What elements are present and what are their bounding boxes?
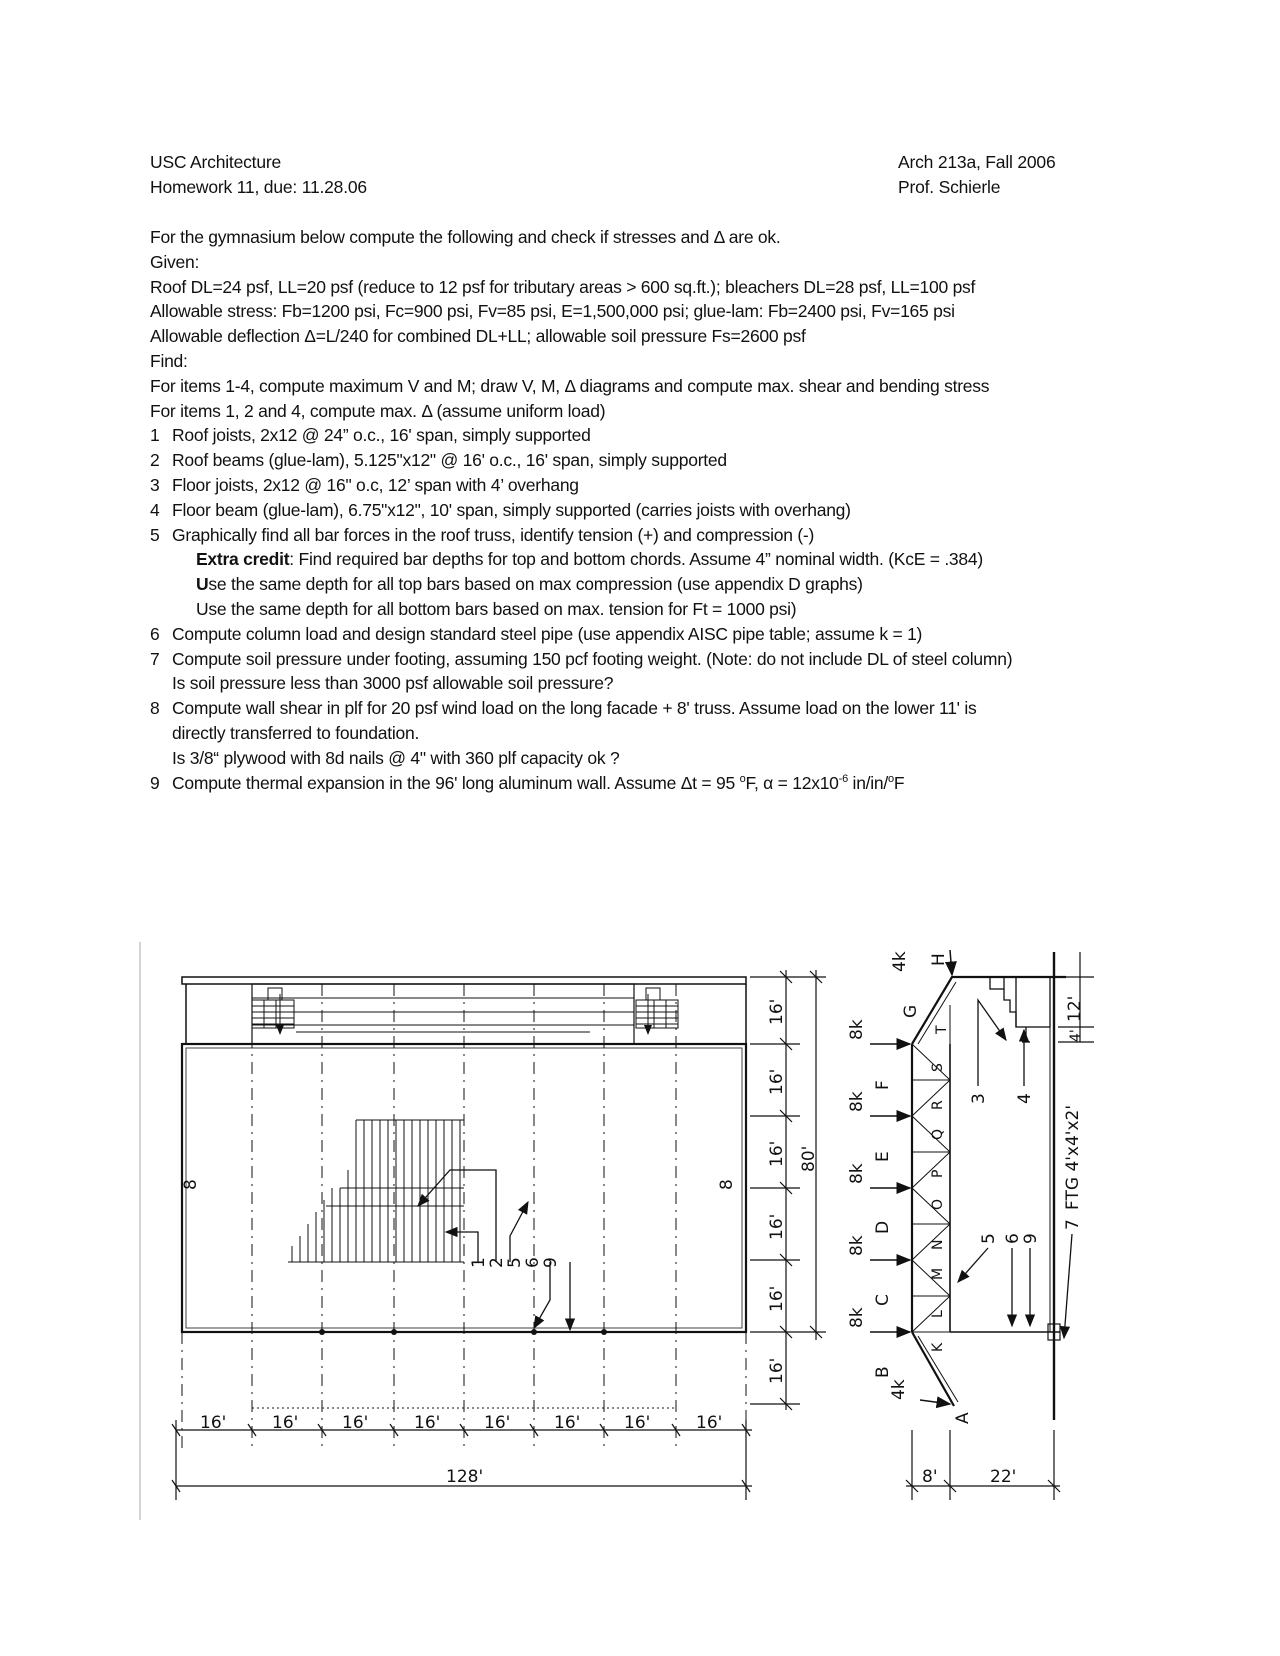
- force-label: A: [953, 1412, 973, 1424]
- item-text: Compute soil pressure under footing, assuming 150 pcf footing weight. (Note: do not include DL of steel column): [172, 648, 1013, 669]
- load-value: 8k: [847, 1163, 867, 1184]
- item-number: 2: [150, 450, 160, 471]
- bleacher-section: [990, 977, 1050, 1042]
- force-label: F: [873, 1080, 893, 1090]
- item-number: 9: [150, 772, 160, 793]
- item-text: Floor beam (glue-lam), 6.75"x12", 10' span, simply supported (carries joists with overhang): [172, 499, 851, 520]
- panel-label: K: [930, 1342, 946, 1352]
- plan-leaders: [418, 1170, 570, 1330]
- load-value: 4k: [890, 951, 910, 972]
- degree-sup: o: [739, 772, 746, 785]
- force-label: D: [873, 1220, 893, 1234]
- item-text: Graphically find all bar forces in the roof truss, identify tension (+) and compression (-): [172, 524, 815, 545]
- item-text: Compute wall shear in plf for 20 psf wind load on the long facade + 8' truss. Assume load on the lower 11' is: [172, 698, 977, 719]
- item-number: 8: [150, 698, 160, 719]
- panel-label: P: [930, 1169, 946, 1178]
- plan-item-number: 1: [469, 1257, 489, 1268]
- panel-label: R: [930, 1100, 946, 1110]
- intro-line: Given:: [150, 251, 200, 272]
- extra-credit-text: : Find required bar depths for top and bottom chords. Assume 4” nominal width. (KcE = .384): [289, 549, 983, 570]
- item-continuation: Is 3/8“ plywood with 8d nails @ 4" with 360 plf capacity ok ?: [172, 747, 620, 768]
- section-dim-small: 4': [1068, 1029, 1084, 1042]
- bay-dim: 16': [696, 1413, 723, 1433]
- section-view: [870, 950, 1094, 1500]
- truss-webs: [912, 1005, 960, 1332]
- bay-dim: 16': [624, 1413, 651, 1433]
- section-item-number: 5: [979, 1233, 999, 1244]
- plan-labels: [181, 999, 819, 1487]
- plan-dimensions: [172, 1420, 752, 1500]
- extra-credit-line3: Use the same depth for all bottom bars based on max. tension for Ft = 1000 psi): [196, 598, 797, 619]
- section-item-number: 6: [1003, 1233, 1023, 1244]
- intro-line: Roof DL=24 psf, LL=20 psf (reduce to 12 psf for tributary areas > 600 sq.ft.); bleachers DL=28 psf, LL=100 psf: [150, 276, 976, 297]
- intro-line: For the gymnasium below compute the following and check if stresses and Δ are ok.: [150, 227, 781, 247]
- end-mark-right: 8: [717, 1179, 737, 1190]
- section-item-number: 9: [1021, 1233, 1041, 1244]
- plan-item-number: 9: [541, 1257, 561, 1268]
- item-continuation: Is soil pressure less than 3000 psf allowable soil pressure?: [172, 673, 614, 694]
- section-item-number: 3: [969, 1093, 989, 1104]
- course-code: Arch 213a, Fall 2006: [898, 152, 1056, 172]
- item-text: Compute column load and design standard steel pipe (use appendix AISC pipe table; assume k = 1): [172, 623, 923, 644]
- load-value: 8k: [847, 1307, 867, 1328]
- depth-dim: 16': [767, 1357, 787, 1384]
- grid-lines: [182, 984, 746, 1450]
- panel-label: N: [930, 1239, 946, 1250]
- section-item-number: 4: [1015, 1093, 1035, 1104]
- force-label: G: [901, 1004, 921, 1018]
- panel-label: O: [930, 1198, 946, 1210]
- end-mark-left: 8: [181, 1179, 201, 1190]
- item-text: Floor joists, 2x12 @ 16" o.c, 12’ span with 4’ overhang: [172, 474, 579, 495]
- item9-pre: Compute thermal expansion in the 96' long aluminum wall. Assume Δt = 95: [172, 772, 740, 793]
- force-label: B: [873, 1366, 893, 1378]
- force-label: E: [873, 1151, 893, 1162]
- depth-dim: 16': [767, 1068, 787, 1095]
- bay-dim: 16': [484, 1413, 511, 1433]
- load-value: 8k: [847, 1235, 867, 1256]
- extra-credit-initial: U: [196, 574, 209, 595]
- total-depth-dim: 80': [799, 1145, 819, 1172]
- item-text: Roof joists, 2x12 @ 24” o.c., 16' span, simply supported: [172, 425, 591, 446]
- intro-line: For items 1, 2 and 4, compute max. Δ (assume uniform load): [150, 400, 606, 421]
- footing-label: FTG 4'x4'x2': [1063, 1104, 1083, 1210]
- course-school: USC Architecture: [150, 152, 282, 172]
- item-number: 6: [150, 623, 160, 644]
- exponent-sup: -6: [838, 772, 848, 785]
- plan-item-number: 5: [505, 1257, 525, 1268]
- item-number: 4: [150, 499, 160, 520]
- section-dim-right: 22': [990, 1467, 1017, 1487]
- intro-line: Allowable deflection Δ=L/240 for combined DL+LL; allowable soil pressure Fs=2600 psf: [150, 326, 806, 347]
- bay-dim: 16': [272, 1413, 299, 1433]
- total-length-dim: 128': [446, 1467, 484, 1487]
- roof-joists-hatch: [288, 1120, 464, 1262]
- bay-dim: 16': [342, 1413, 369, 1433]
- depth-dim: 16': [767, 998, 787, 1025]
- panel-label: Q: [930, 1128, 946, 1140]
- item9-end: F: [893, 772, 905, 793]
- homework-title: Homework 11, due: 11.28.06: [150, 177, 367, 197]
- item-number: 3: [150, 474, 160, 495]
- panel-label: T: [934, 1025, 950, 1034]
- load-value: 8k: [847, 1091, 867, 1112]
- load-value: 8k: [847, 1019, 867, 1040]
- item9-post: in/in/: [847, 772, 889, 793]
- bay-dim: 16': [414, 1413, 441, 1433]
- section-labels: [847, 951, 1085, 1487]
- item9-mid: F, α = 12x10: [745, 772, 839, 793]
- intro-line: Find:: [150, 350, 188, 371]
- item-continuation: directly transferred to foundation.: [172, 722, 420, 743]
- roof-edge: [182, 977, 746, 984]
- plan-vertical-dimensions: [750, 970, 826, 1410]
- intro-line: Allowable stress: Fb=1200 psi, Fc=900 psi, Fv=85 psi, E=1,500,000 psi; glue-lam: Fb=2400 psi, Fv=165 psi: [150, 301, 955, 322]
- depth-dim: 16': [767, 1213, 787, 1240]
- extra-credit-line2: se the same depth for all top bars based on max compression (use appendix D graphs): [208, 574, 863, 595]
- depth-dim: 16': [767, 1285, 787, 1312]
- plan-item-number: 6: [523, 1257, 543, 1268]
- force-label: H: [929, 953, 949, 966]
- section-item-number: 7: [1063, 1219, 1083, 1230]
- item-number: 5: [150, 524, 160, 545]
- load-value: 4k: [889, 1379, 909, 1400]
- plan-item-number: 2: [487, 1257, 507, 1268]
- panel-label: S: [930, 1063, 946, 1072]
- professor: Prof. Schierle: [898, 177, 1001, 197]
- bay-dim: 16': [200, 1413, 227, 1433]
- section-dim-left: 8': [922, 1467, 938, 1487]
- plan-view: [140, 942, 826, 1520]
- panel-label: L: [930, 1310, 946, 1318]
- bleacher-band: [252, 984, 634, 1044]
- intro-line: For items 1-4, compute maximum V and M; draw V, M, Δ diagrams and compute max. shear and bending stress: [150, 375, 990, 396]
- bay-dim: 16': [554, 1413, 581, 1433]
- force-label: C: [873, 1294, 893, 1306]
- degree-sup: o: [888, 772, 894, 785]
- stair-left: [252, 988, 294, 1034]
- item-number: 7: [150, 648, 160, 669]
- section-dim-top: 12': [1065, 995, 1085, 1022]
- item-number: 1: [150, 425, 160, 446]
- panel-label: M: [930, 1267, 946, 1280]
- depth-dim: 16': [767, 1140, 787, 1167]
- stair-right: [636, 988, 678, 1034]
- extra-credit-label: Extra credit: [196, 549, 290, 570]
- item-text: Roof beams (glue-lam), 5.125"x12" @ 16' o.c., 16' span, simply supported: [172, 450, 727, 471]
